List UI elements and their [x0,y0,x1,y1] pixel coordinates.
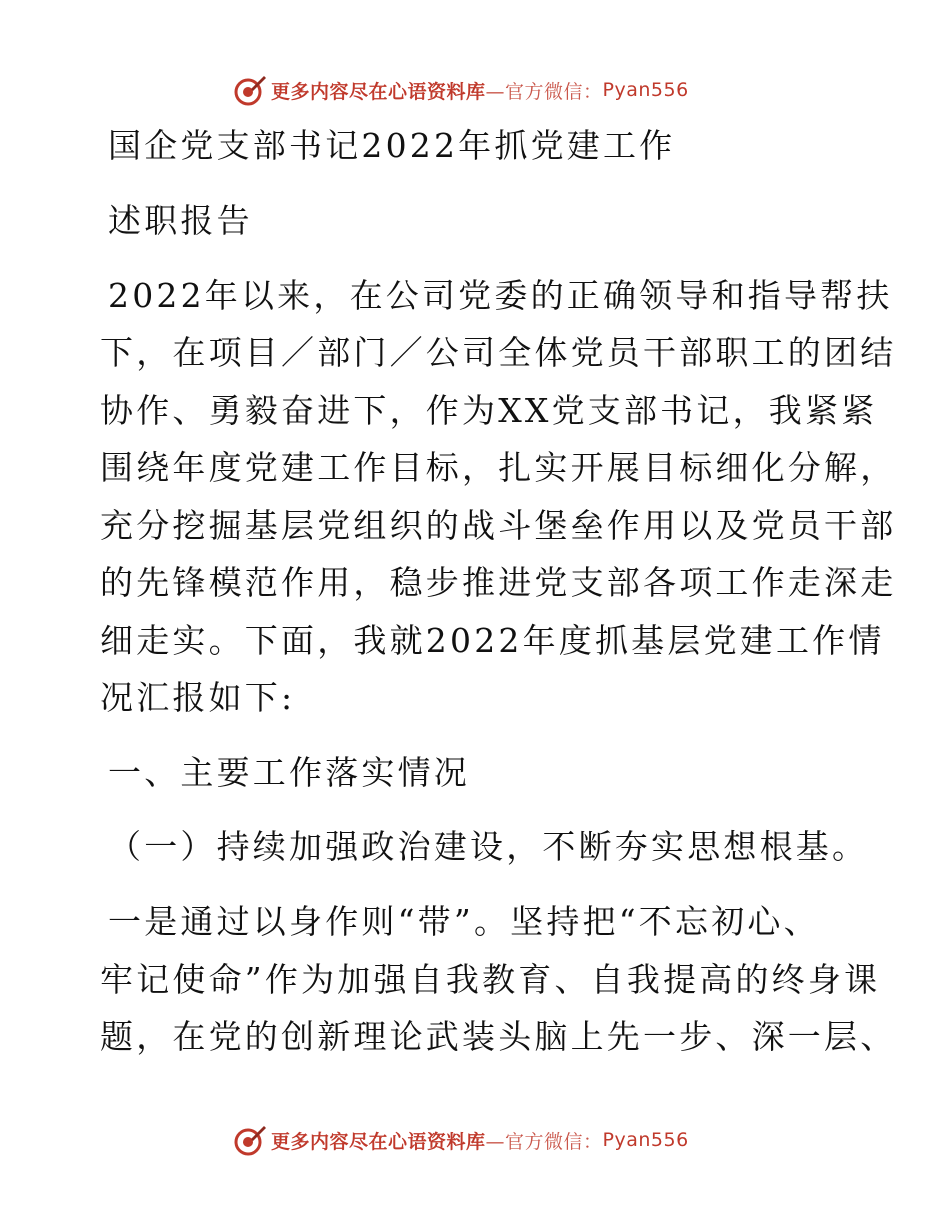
paragraph-line: 2022年以来，在公司党委的正确领导和指导帮扶 [108,276,893,315]
paragraph-line: 况汇报如下: [100,678,296,717]
watermark-text: 更多内容尽在心语资料库 [271,80,486,103]
doc-title-line-1: 国企党支部书记2022年抓党建工作 [108,126,676,165]
paragraph-line: 牢记使命”作为加强自我教育、自我提高的终身课 [100,960,881,999]
paragraph-line: 协作、勇毅奋进下，作为XX党支部书记，我紧紧 [100,391,878,430]
paragraph-line: 题，在党的创新理论武装头脑上先一步、深一层、 [100,1017,897,1056]
pen-seal-logo-icon [233,1123,267,1157]
paragraph-line: 一是通过以身作则“带”。坚持把“不忘初心、 [108,902,820,941]
paragraph-line: 充分挖掘基层党组织的战斗堡垒作用以及党员干部 [100,506,897,545]
watermark-footer [233,1120,689,1160]
watermark-wechat-id: Pyan556 [602,1129,689,1151]
paragraph-line: 的先锋模范作用，稳步推进党支部各项工作走深走 [100,563,897,602]
paragraph-line: 细走实。下面，我就2022年度抓基层党建工作情 [100,621,885,660]
watermark-separator: —官方微信： [485,1130,603,1153]
section-heading: 一、主要工作落实情况 [108,753,470,792]
paragraph-line: 下，在项目／部门／公司全体党员干部职工的团结 [100,333,897,372]
watermark-wechat-id: Pyan556 [602,79,689,101]
paragraph-line: 围绕年度党建工作目标，扎实开展目标细化分解， [100,448,897,487]
subsection-heading: （一）持续加强政治建设，不断夯实思想根基。 [108,827,869,866]
watermark-header [233,70,689,110]
doc-title-line-2: 述职报告 [108,201,253,240]
watermark-separator: —官方微信： [485,80,603,103]
watermark-text: 更多内容尽在心语资料库 [271,1130,486,1153]
pen-seal-logo-icon [233,73,267,107]
